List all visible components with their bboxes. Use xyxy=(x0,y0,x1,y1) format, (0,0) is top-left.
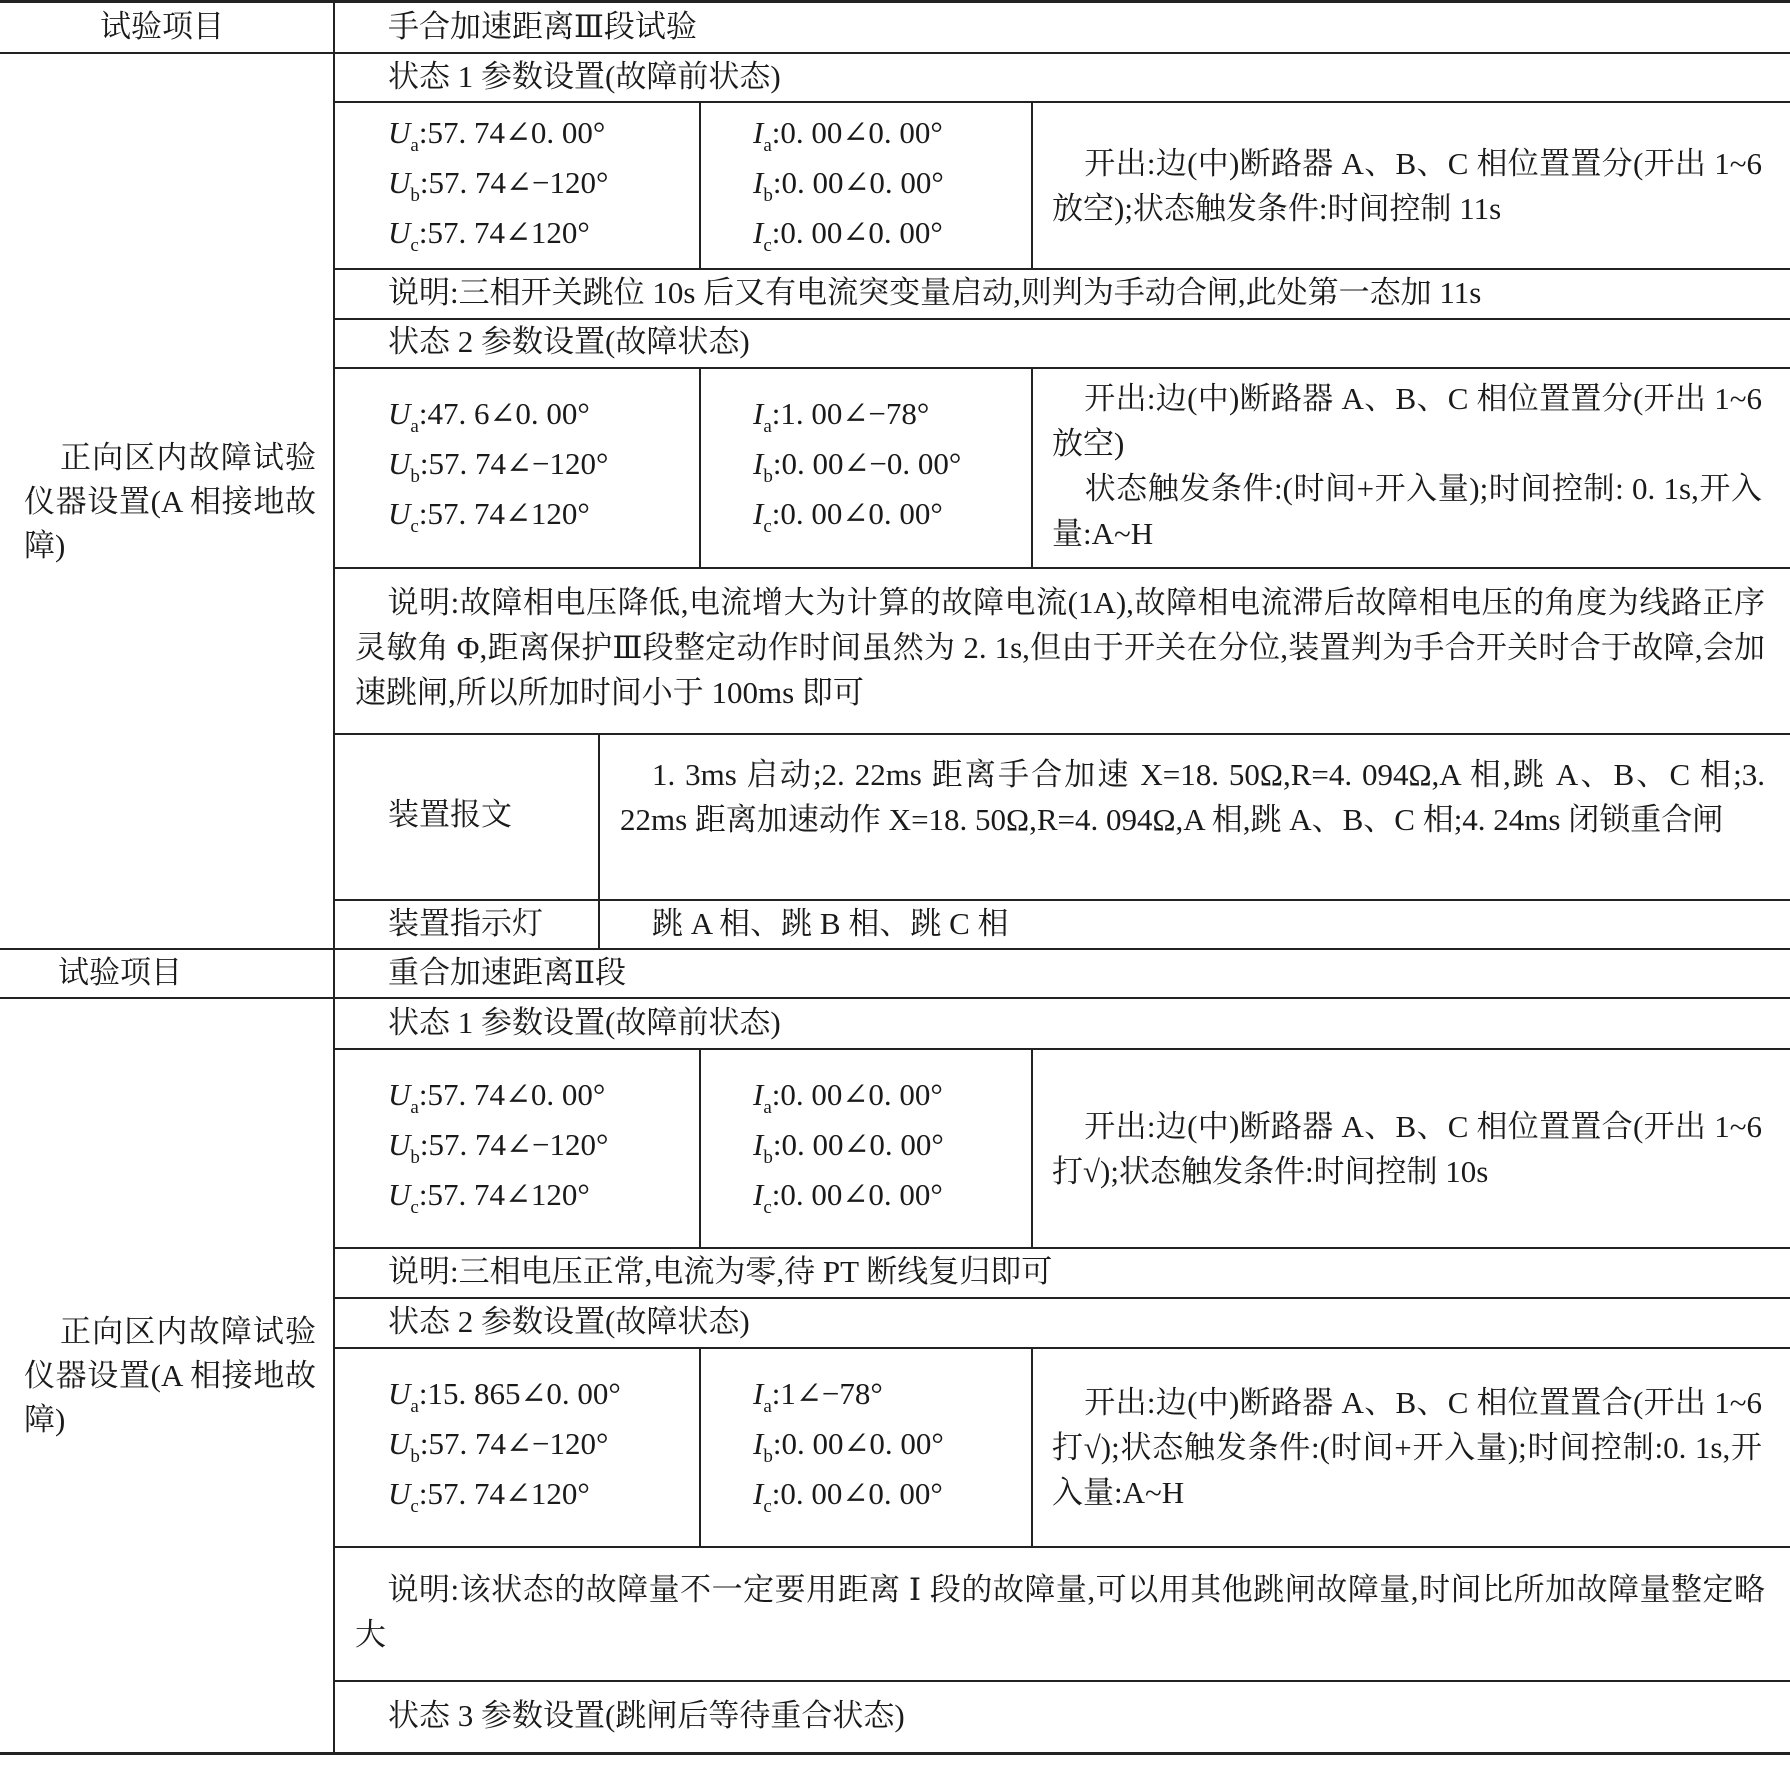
row-divider xyxy=(333,1680,1790,1682)
row-divider xyxy=(333,733,1790,735)
voltage-ub: $U_b:57$. 74∠−120° xyxy=(388,1127,609,1168)
test-item-value: 手合加速距离Ⅲ段试验 xyxy=(388,9,697,44)
voltage-uc: $U_c:57$. 74∠120° xyxy=(388,215,590,256)
setup-label: 正向区内故障试验仪器设置(A 相接地故障) xyxy=(24,440,316,563)
voltage-ua: $U_a:57$. 74∠0. 00° xyxy=(388,115,606,156)
test-item-value: 重合加速距离Ⅱ段 xyxy=(388,955,627,990)
section-divider xyxy=(0,948,1790,950)
current-ic: $I_c:0$. 00∠0. 00° xyxy=(753,1476,943,1517)
current-ia: $I_a:1$. 00∠−78° xyxy=(753,396,930,437)
device-report-label: 装置报文 xyxy=(388,797,512,832)
current-ic: $I_c:0$. 00∠0. 00° xyxy=(753,215,943,256)
indicator-light-label: 装置指示灯 xyxy=(388,906,543,941)
cell-divider xyxy=(1031,1347,1033,1546)
test-item-label: 试验项目 xyxy=(100,9,224,44)
cell-divider xyxy=(1031,367,1033,567)
table-bottom-border xyxy=(0,1752,1790,1755)
state-1-output: 开出:边(中)断路器 A、B、C 相位置置分(开出 1~6 放空);状态触发条件:时间控制 11s xyxy=(1052,146,1762,226)
section-divider xyxy=(0,997,1790,999)
row-divider xyxy=(0,52,1790,54)
current-ib: $I_b:0$. 00∠0. 00° xyxy=(753,1127,944,1168)
current-ib: $I_b:0$. 00∠0. 00° xyxy=(753,165,944,206)
cell-divider xyxy=(699,367,701,567)
cell-divider xyxy=(699,1048,701,1247)
setup-label: 正向区内故障试验仪器设置(A 相接地故障) xyxy=(24,1314,316,1437)
state-1-note: 说明:三相开关跳位 10s 后又有电流突变量启动,则判为手动合闸,此处第一态加 11s xyxy=(388,275,1482,310)
voltage-ua: $U_a:47$. 6∠0. 00° xyxy=(388,396,590,437)
current-ia: $I_a:1\angle-78^\circ$ xyxy=(753,1376,883,1417)
state-1-output: 开出:边(中)断路器 A、B、C 相位置置合(开出 1~6 打√);状态触发条件:时间控制 10s xyxy=(1052,1109,1762,1189)
row-divider xyxy=(333,1247,1790,1249)
device-report-text: 1. 3ms 启动;2. 22ms 距离手合加速 X=18. 50Ω,R=4. 094Ω,A 相,跳 A、B、C 相;3. 22ms 距离加速动作 X=18. 50Ω,R=4. 094Ω,A 相,跳 A、B、C 相;4. 24ms 闭锁重合闸 xyxy=(620,757,1765,837)
current-ia: $I_a:0$. 00∠0. 00° xyxy=(753,115,943,156)
state-2-header: 状态 2 参数设置(故障状态) xyxy=(388,324,750,359)
current-ic: $I_c:0$. 00∠0. 00° xyxy=(753,496,943,537)
voltage-ub: $U_b:57$. 74∠−120° xyxy=(388,165,609,206)
current-ia: $I_a:0$. 00∠0. 00° xyxy=(753,1077,943,1118)
table-top-border xyxy=(0,0,1790,3)
row-divider xyxy=(333,1347,1790,1349)
current-ib: $I_b:0$. 00∠0. 00° xyxy=(753,1426,944,1467)
state-3-header: 状态 3 参数设置(跳闸后等待重合状态) xyxy=(388,1698,905,1733)
cell-divider xyxy=(699,1347,701,1546)
row-divider xyxy=(333,899,1790,901)
row-divider xyxy=(333,567,1790,569)
voltage-ub: $U_b:57$. 74∠−120° xyxy=(388,1426,609,1467)
row-divider xyxy=(333,1297,1790,1299)
voltage-ua: $U_a:57$. 74∠0. 00° xyxy=(388,1077,606,1118)
state-1-note: 说明:三相电压正常,电流为零,待 PT 断线复归即可 xyxy=(388,1254,1053,1289)
row-divider xyxy=(333,1048,1790,1050)
indicator-light-text: 跳 A 相、跳 B 相、跳 C 相 xyxy=(652,906,1009,941)
cell-divider xyxy=(1031,101,1033,268)
voltage-uc: $U_c:57$. 74∠120° xyxy=(388,1476,590,1517)
state-2-output: 开出:边(中)断路器 A、B、C 相位置置合(开出 1~6 打√);状态触发条件:(时间+开入量);时间控制:0. 1s,开入量:A~H xyxy=(1052,1385,1762,1510)
state-1-header: 状态 1 参数设置(故障前状态) xyxy=(388,1005,781,1040)
state-2-output: 开出:边(中)断路器 A、B、C 相位置置分(开出 1~6 放空) 状态触发条件:(时间+开入量);时间控制: 0. 1s,开入量:A~H xyxy=(1052,381,1762,551)
current-ic: $I_c:0$. 00∠0. 00° xyxy=(753,1177,943,1218)
voltage-uc: $U_c:57$. 74∠120° xyxy=(388,496,590,537)
state-2-header: 状态 2 参数设置(故障状态) xyxy=(388,1304,750,1339)
row-divider xyxy=(333,1546,1790,1548)
cell-divider xyxy=(699,101,701,268)
cell-divider xyxy=(598,733,600,948)
state-2-note: 说明:该状态的故障量不一定要用距离 Ⅰ 段的故障量,可以用其他跳闸故障量,时间比所加故障量整定略大 xyxy=(355,1572,1765,1652)
voltage-ub: $U_b:57$. 74∠−120° xyxy=(388,446,609,487)
current-ib: $I_b:0$. 00∠−0. 00° xyxy=(753,446,962,487)
row-divider xyxy=(333,101,1790,103)
voltage-uc: $U_c:57$. 74∠120° xyxy=(388,1177,590,1218)
state-2-note: 说明:故障相电压降低,电流增大为计算的故障电流(1A),故障相电流滞后故障相电压的角度为线路正序灵敏角 Φ,距离保护Ⅲ段整定动作时间虽然为 2. 1s,但由于开关在分位,装置判为手合开关时合于故障,会加速跳闸,所以所加时间小于 100ms 即可 xyxy=(355,585,1765,710)
voltage-ua: $U_a:15$. 865∠0. 00° xyxy=(388,1376,621,1417)
row-divider xyxy=(333,367,1790,369)
state-1-header: 状态 1 参数设置(故障前状态) xyxy=(388,59,781,94)
label-column-border xyxy=(333,0,335,1754)
test-item-label: 试验项目 xyxy=(58,955,182,990)
row-divider xyxy=(333,268,1790,270)
cell-divider xyxy=(1031,1048,1033,1247)
